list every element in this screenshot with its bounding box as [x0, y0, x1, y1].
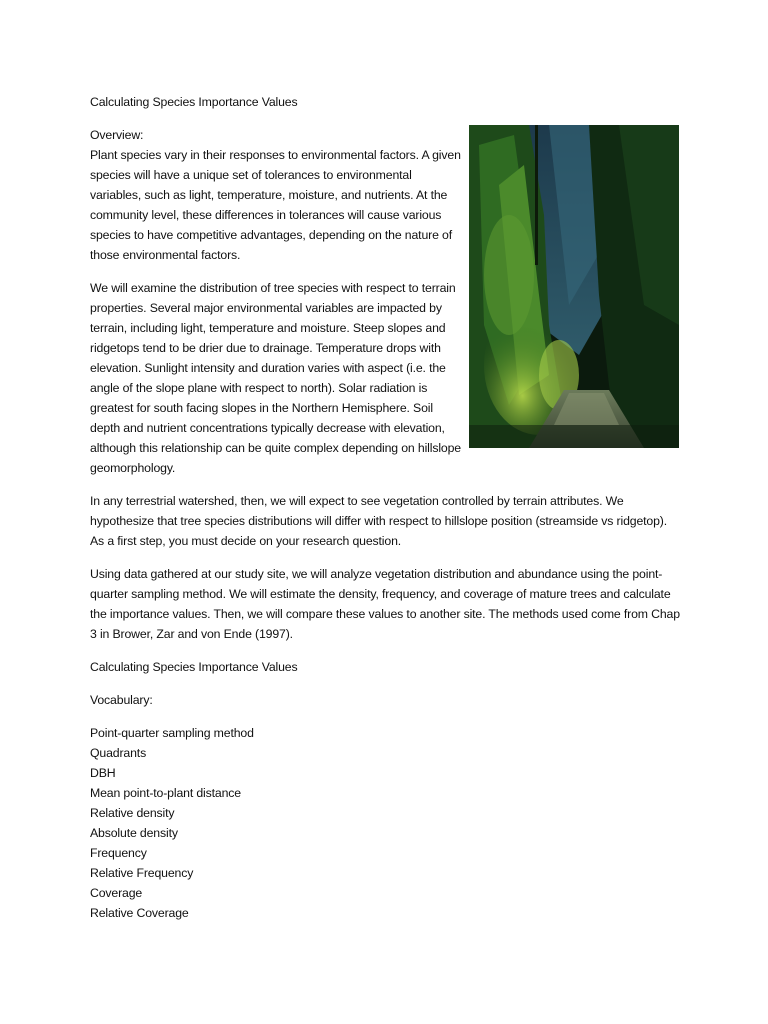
vocabulary-item: Point-quarter sampling method — [90, 726, 254, 740]
vocabulary-item: Relative Coverage — [90, 906, 189, 920]
document-title: Calculating Species Importance Values — [90, 95, 298, 109]
second-title: Calculating Species Importance Values — [90, 660, 298, 674]
terrain-paragraph: We will examine the distribution of tree species with respect to terrain properties. Several major environmental variables are impacted by terrain, including light, temperature and moisture. Steep slopes and ridgetops tend to be drier due to drainage. Temperature drops with elevation. Sunlight intensity and duration varies with aspect (i.e. the angle of the slope plane with respect to north). Solar radiation is greatest for south facing slopes in the Northern Hemisphere. Soil depth and nutrient concentrations typically decrease with elevation, although this relationship can be quite complex depending on hillslope geomorphology. — [90, 281, 461, 475]
document-body — [90, 92, 680, 923]
vocabulary-list — [90, 723, 680, 923]
vocabulary-item: Relative Frequency — [90, 866, 194, 880]
vocabulary-item: Frequency — [90, 846, 147, 860]
vocabulary-item: Mean point-to-plant distance — [90, 786, 241, 800]
overview-paragraph: Plant species vary in their responses to environmental factors. A given species will have a unique set of tolerances to environmental variables, such as light, temperature, moisture, and nutrients. At the community level, these differences in tolerances will cause various species to have competitive advantages, depending on the nature of those environmental factors. — [90, 148, 461, 262]
vocabulary-item: Relative density — [90, 806, 175, 820]
methods-paragraph: Using data gathered at our study site, we will analyze vegetation distribution and abundance using the point-quarter sampling method. We will estimate the density, frequency, and coverage of mature trees and calculate the importance values. Then, we will compare these values to another site. The methods used come from Chap 3 in Brower, Zar and von Ende (1997). — [90, 567, 680, 641]
vocabulary-item: DBH — [90, 766, 116, 780]
vocabulary-item: Quadrants — [90, 746, 147, 760]
vocabulary-item: Coverage — [90, 886, 143, 900]
overview-label: Overview: — [90, 128, 144, 142]
vocabulary-label: Vocabulary: — [90, 693, 153, 707]
watershed-paragraph: In any terrestrial watershed, then, we will expect to see vegetation controlled by terrain attributes. We hypothesize that tree species distributions will differ with respect to hillslope position (streamside vs ridgetop). As a first step, you must decide on your research question. — [90, 494, 668, 548]
vocabulary-item: Absolute density — [90, 826, 178, 840]
